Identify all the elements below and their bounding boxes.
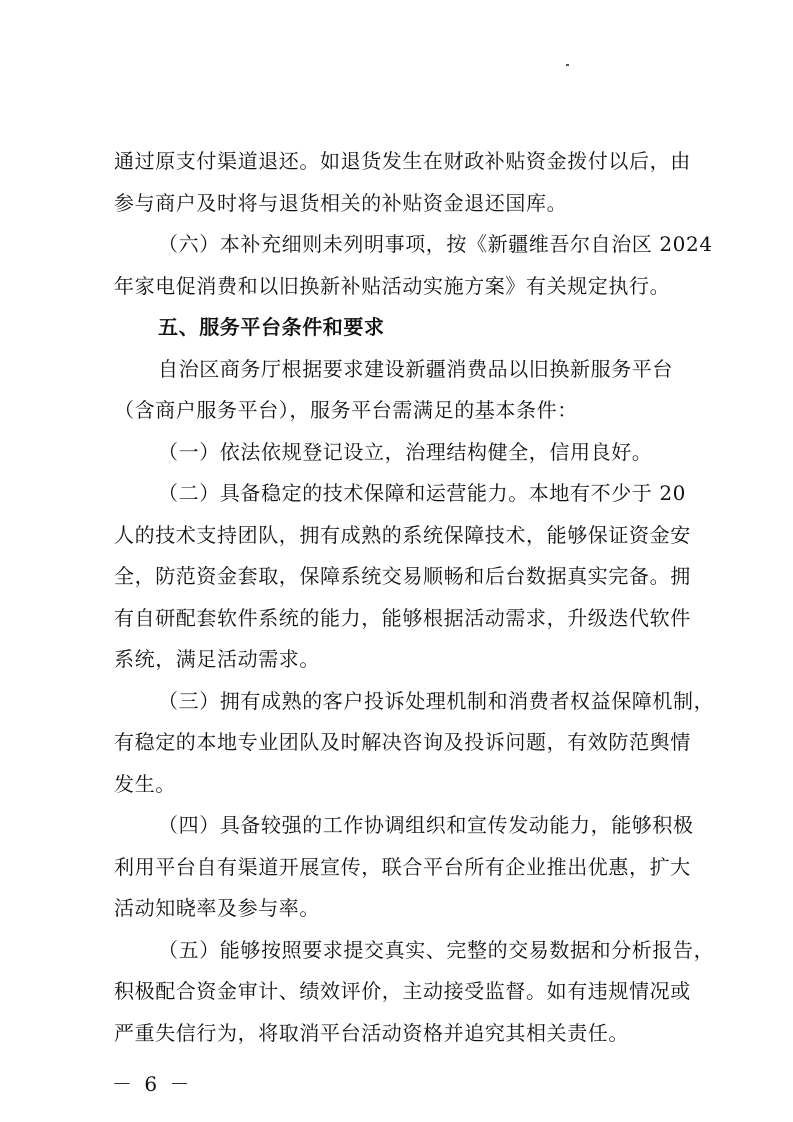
text-line: （五）能够按照要求提交真实、完整的交易数据和分析报告， — [158, 937, 715, 962]
text-line: 有自研配套软件系统的能力，能够根据活动需求，升级迭代软件 — [114, 605, 691, 630]
text-line: （四）具备较强的工作协调组织和宣传发动能力，能够积极 — [158, 813, 694, 837]
section-heading: 五、服务平台条件和要求 — [158, 315, 385, 339]
text-line: 积极配合资金审计、绩效评价，主动接受监督。如有违规情况或 — [114, 979, 691, 1003]
text-line: 严重失信行为，将取消平台活动资格并追究其相关责任。 — [114, 1020, 629, 1045]
body-text — [114, 141, 714, 1054]
text-line: 人的技术支持团队，拥有成熟的系统保障技术，能够保证资金安 — [114, 522, 691, 547]
text-line: 参与商户及时将与退货相关的补贴资金退还国库。 — [114, 190, 568, 215]
text-line: （六）本补充细则未列明事项，按《新疆维吾尔自治区 2024 — [158, 232, 713, 256]
text-line: 利用平台自有渠道开展宣传，联合平台所有企业推出优惠，扩大 — [114, 854, 691, 879]
text-line: 年家电促消费和以旧换新补贴活动实施方案》有关规定执行。 — [114, 273, 671, 298]
text-line: 通过原支付渠道退还。如退货发生在财政补贴资金拨付以后，由 — [114, 149, 691, 173]
text-line: （二）具备稳定的技术保障和运营能力。本地有不少于 20 — [158, 481, 687, 505]
text-line: 系统，满足活动需求。 — [114, 647, 320, 671]
text-line: （含商户服务平台），服务平台需满足的基本条件： — [114, 398, 578, 422]
text-line: 自治区商务厅根据要求建设新疆消费品以旧换新服务平台 — [158, 356, 673, 381]
text-line: （三）拥有成熟的客户投诉处理机制和消费者权益保障机制， — [158, 688, 715, 713]
text-line: 有稳定的本地专业团队及时解决咨询及投诉问题，有效防范舆情 — [114, 730, 691, 754]
text-line: （一）依法依规登记设立，治理结构健全，信用良好。 — [158, 439, 653, 464]
scan-speck — [566, 64, 569, 66]
page-number: － 6 － — [112, 1072, 193, 1096]
text-line: 全，防范资金套取，保障系统交易顺畅和后台数据真实完备。拥 — [114, 564, 691, 588]
text-line: 发生。 — [114, 771, 176, 796]
text-line: 活动知晓率及参与率。 — [114, 896, 320, 920]
